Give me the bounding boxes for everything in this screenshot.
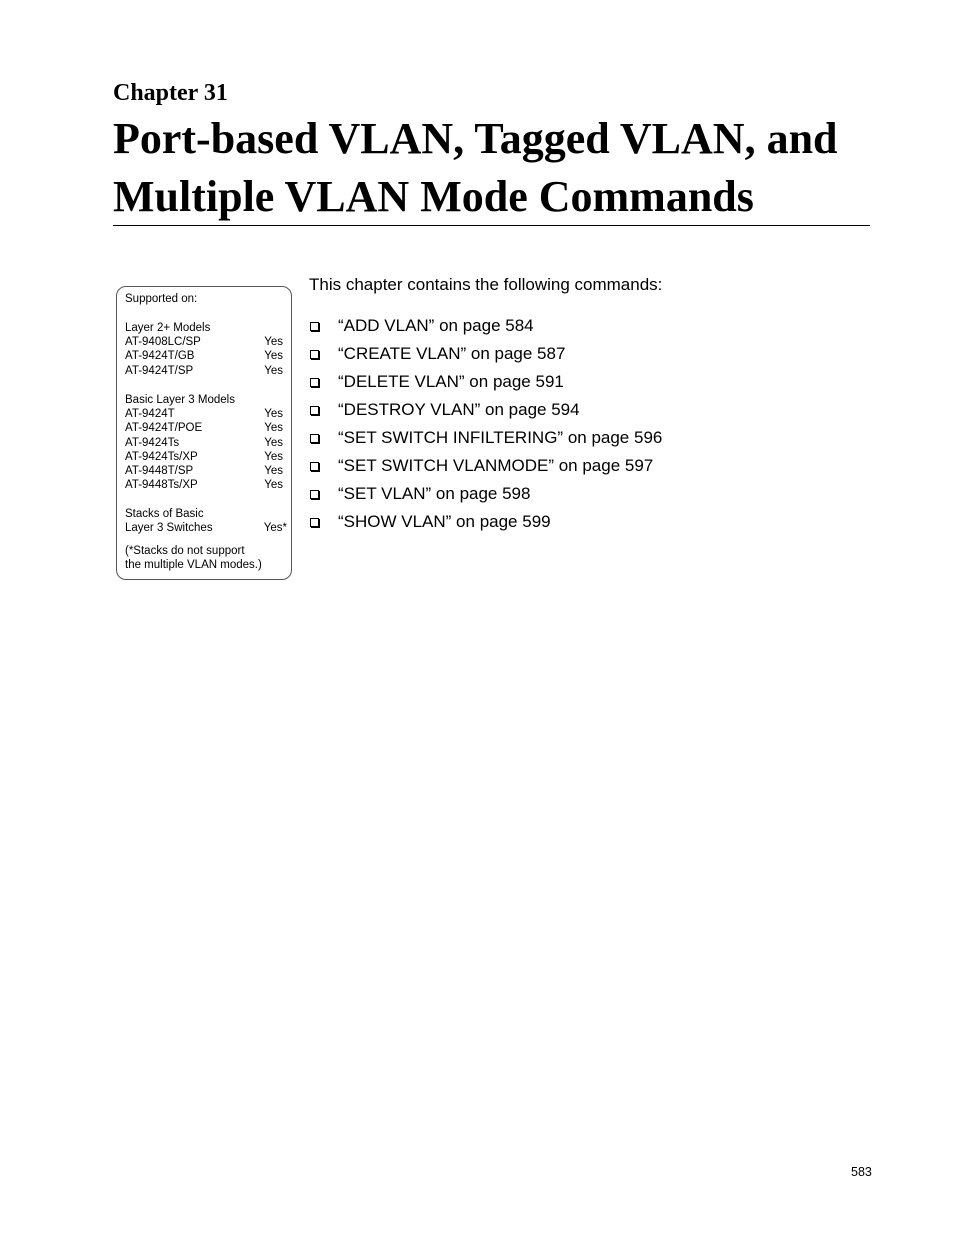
command-link[interactable]: “DELETE VLAN” on page 591 bbox=[338, 372, 564, 391]
list-item bbox=[309, 424, 662, 452]
group-title: Stacks of Basic bbox=[125, 508, 204, 520]
model-name: AT-9448T/SP bbox=[125, 465, 194, 478]
support-value: Yes bbox=[264, 422, 283, 435]
model-row bbox=[125, 407, 287, 421]
model-name: AT-9424T/POE bbox=[125, 422, 203, 435]
list-item bbox=[309, 312, 662, 340]
list-item bbox=[309, 340, 662, 368]
checkbox-bullet-icon bbox=[310, 378, 319, 387]
model-name: AT-9424Ts/XP bbox=[125, 450, 198, 463]
support-value: Yes* bbox=[263, 522, 287, 535]
checkbox-bullet-icon bbox=[310, 406, 319, 415]
checkbox-bullet-icon bbox=[310, 434, 319, 443]
model-row bbox=[125, 421, 287, 435]
page-number: 583 bbox=[851, 1165, 872, 1179]
command-link[interactable]: “SHOW VLAN” on page 599 bbox=[338, 512, 551, 531]
command-link[interactable]: “SET VLAN” on page 598 bbox=[338, 484, 531, 503]
supported-on-heading: Supported on: bbox=[125, 293, 198, 305]
support-value: Yes bbox=[264, 364, 283, 377]
model-row bbox=[125, 349, 287, 363]
chapter-title: Port-based VLAN, Tagged VLAN, and Multiple VLAN Mode Commands bbox=[113, 114, 838, 221]
basic-layer3-models-group bbox=[125, 393, 287, 492]
list-item bbox=[309, 368, 662, 396]
support-value: Yes bbox=[264, 408, 283, 421]
model-name: AT-9424T/GB bbox=[125, 350, 195, 363]
model-row bbox=[125, 450, 287, 464]
model-row bbox=[125, 364, 287, 378]
checkbox-bullet-icon bbox=[310, 350, 319, 359]
title-divider bbox=[113, 225, 870, 226]
group-title: Basic Layer 3 Models bbox=[125, 394, 235, 406]
model-name: AT-9424Ts bbox=[125, 436, 180, 449]
command-link[interactable]: “SET SWITCH INFILTERING” on page 596 bbox=[338, 428, 663, 447]
stacks-footnote bbox=[125, 544, 262, 572]
support-value: Yes bbox=[264, 450, 283, 463]
model-name: AT-9448Ts/XP bbox=[125, 479, 198, 492]
layer2-models-group bbox=[125, 321, 287, 378]
support-value: Yes bbox=[264, 336, 283, 349]
model-name: AT-9408LC/SP bbox=[125, 336, 201, 349]
model-row bbox=[125, 436, 287, 450]
intro-text: This chapter contains the following commands: bbox=[309, 275, 663, 294]
chapter-label: Chapter 31 bbox=[113, 80, 228, 106]
group-title: Layer 2+ Models bbox=[125, 322, 211, 334]
checkbox-bullet-icon bbox=[310, 462, 319, 471]
command-link[interactable]: “SET SWITCH VLANMODE” on page 597 bbox=[338, 456, 654, 475]
model-name: Layer 3 Switches bbox=[125, 522, 213, 535]
command-list bbox=[309, 312, 662, 536]
support-value: Yes bbox=[264, 479, 283, 492]
footnote-line: the multiple VLAN modes.) bbox=[125, 559, 262, 572]
list-item bbox=[309, 396, 662, 424]
supported-on-box bbox=[116, 286, 292, 580]
checkbox-bullet-icon bbox=[310, 322, 319, 331]
support-value: Yes bbox=[264, 436, 283, 449]
support-value: Yes bbox=[264, 350, 283, 363]
list-item bbox=[309, 508, 662, 536]
checkbox-bullet-icon bbox=[310, 490, 319, 499]
checkbox-bullet-icon bbox=[310, 518, 319, 527]
model-name: AT-9424T/SP bbox=[125, 364, 194, 377]
model-row bbox=[125, 521, 287, 535]
list-item bbox=[309, 480, 662, 508]
model-name: AT-9424T bbox=[125, 408, 175, 421]
model-row bbox=[125, 464, 287, 478]
footnote-line: (*Stacks do not support bbox=[125, 545, 245, 557]
stacks-group bbox=[125, 507, 287, 535]
command-link[interactable]: “DESTROY VLAN” on page 594 bbox=[338, 400, 580, 419]
list-item bbox=[309, 452, 662, 480]
support-value: Yes bbox=[264, 465, 283, 478]
model-row bbox=[125, 478, 287, 492]
command-link[interactable]: “CREATE VLAN” on page 587 bbox=[338, 344, 566, 363]
model-row bbox=[125, 335, 287, 349]
command-link[interactable]: “ADD VLAN” on page 584 bbox=[338, 316, 534, 335]
